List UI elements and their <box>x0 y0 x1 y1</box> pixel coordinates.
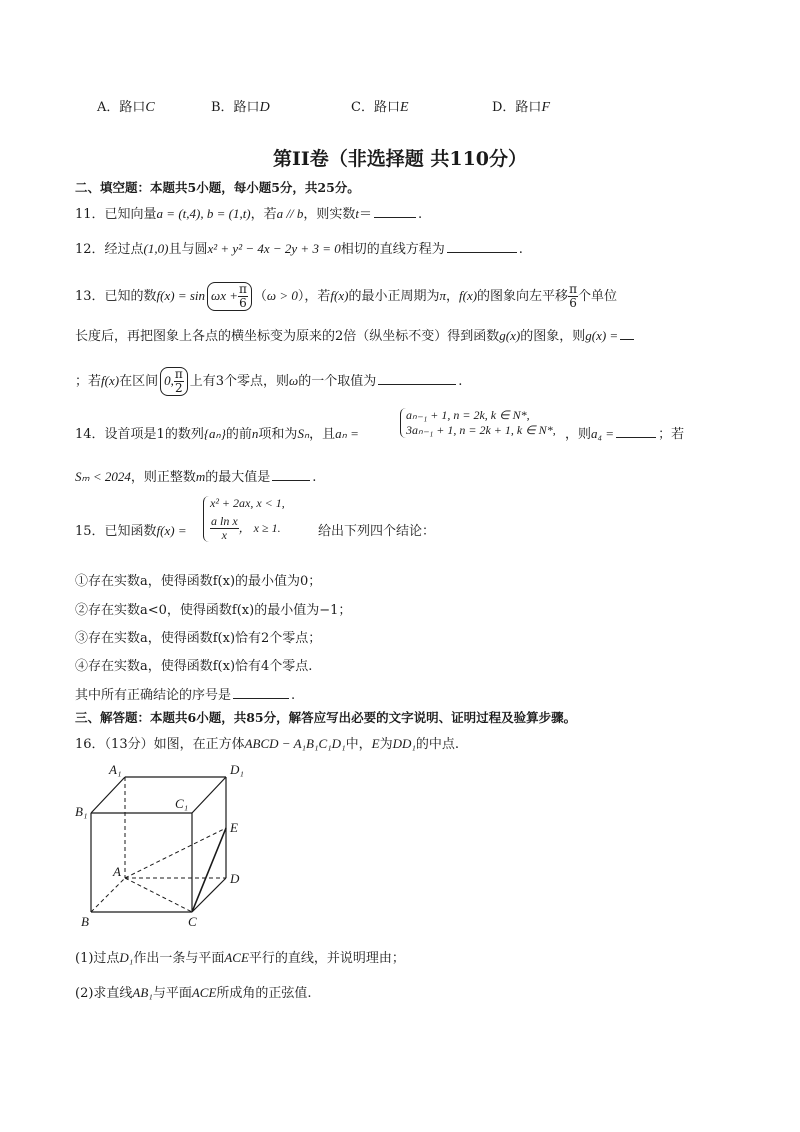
question-13-line-2: 长度后，再把图象上各点的横坐标变为原来的2倍（纵坐标不变）得到函数g(x)的图象，则g(x) = <box>75 325 636 344</box>
section-heading-solutions: 三、解答题：本题共6小题，共85分，解答应写出必要的文字说明、证明过程及验算步骤。 <box>75 710 577 725</box>
answer-blank <box>620 328 634 340</box>
cube-figure <box>75 760 275 934</box>
choice-d: D．路口F <box>492 100 550 115</box>
label-C1: C₁ <box>175 796 189 811</box>
interval: 0, $\frac{\pi}{2}$ <box>160 367 188 396</box>
edge-C1D1 <box>192 777 226 813</box>
answer-blank <box>374 206 416 218</box>
conclusion-3: ③存在实数a，使得函数f(x)恰有2个零点； <box>75 631 322 646</box>
label-A: A <box>113 864 121 879</box>
fraction-pi-2: $\frac{\pi}{2}$ <box>174 367 183 395</box>
question-15-prompt: 给出下列四个结论： <box>318 524 436 539</box>
label-D: D <box>230 871 240 886</box>
section-heading-fill-in: 二、填空题：本题共5小题，每小题5分，共25分。 <box>75 180 360 195</box>
question-14-tail: ，则a₄ = ；若 <box>565 426 685 442</box>
case-odd: 3aₙ₋₁ + 1, n = 2k + 1, k ∈ N*, <box>406 423 556 437</box>
fraction-pi-6: $\frac{\pi}{6}$ <box>569 282 577 310</box>
label-E: E <box>230 820 238 835</box>
case-even: aₙ₋₁ + 1, n = 2k, k ∈ N*, <box>406 408 530 422</box>
piecewise-sequence <box>400 408 556 438</box>
part-title: 第II卷（非选择题 共110分） <box>272 148 528 170</box>
label-D1: D₁ <box>230 762 244 777</box>
conclusion-2: ②存在实数a<0，使得函数f(x)的最小值为−1； <box>75 603 352 618</box>
question-14-line-2: Sₘ < 2024，则正整数m的最大值是 . <box>75 469 317 485</box>
answer-blank <box>272 469 310 481</box>
segment-AC-hidden <box>125 878 192 912</box>
question-15-ask: 其中所有正确结论的序号是 . <box>75 688 296 703</box>
case-ge-1: $\frac{\text{a ln x}}{x}$ ， x ≥ 1. <box>211 514 281 542</box>
question-15-line-1: 15．已知函数f(x) = <box>75 523 187 539</box>
question-16: 16．（13分）如图，在正方体ABCD − A₁B₁C₁D₁中，E为DD₁的中点. <box>75 736 460 752</box>
answer-blank <box>447 241 517 253</box>
fraction-pi-6: $\frac{\pi}{6}$ <box>239 282 247 310</box>
conclusion-4: ④存在实数a，使得函数f(x)恰有4个零点. <box>75 659 313 674</box>
piecewise-function <box>203 496 285 542</box>
question-16-part-2: (2)求直线AB₁与平面ACE所成角的正弦值. <box>75 985 312 1001</box>
label-B1: B₁ <box>75 804 88 819</box>
case-lt-1: x² + 2ax, x < 1, <box>210 496 285 510</box>
edge-A1B1 <box>91 777 125 813</box>
question-13-line-1: 13．已知的数f(x) = sin ωx + $\frac{\pi}{6}$ （ω > 0），若f(x)的最小正周期为π，f(x)的图象向左平移 $\frac{\pi}{6}$ 个单位 <box>75 282 617 310</box>
label-A1: A₁ <box>109 762 122 777</box>
paren-group: ωx + $\frac{\pi}{6}$ <box>207 282 252 311</box>
answer-blank <box>378 373 456 385</box>
conclusion-1: ①存在实数a，使得函数f(x)的最小值为0； <box>75 574 322 589</box>
answer-blank <box>616 426 656 438</box>
segment-CE <box>192 828 226 912</box>
answer-blank <box>233 687 289 699</box>
question-13-line-3: ；若f(x)在区间 0, $\frac{\pi}{2}$ 上有3个零点，则ω的一个取值为 . <box>75 367 463 395</box>
choice-b: B．路口D <box>211 100 270 115</box>
edge-AB-hidden <box>91 878 125 912</box>
edge-CD <box>192 878 226 912</box>
question-16-part-1: (1)过点D₁作出一条与平面ACE平行的直线，并说明理由； <box>75 950 405 966</box>
choice-a: A．路口C <box>97 100 155 115</box>
question-12: 12．经过点(1,0)且与圆x² + y² − 4x − 2y + 3 = 0相切的直线方程为 . <box>75 241 523 257</box>
question-11: 11．已知向量a = (t,4), b = (1,t)，若a // b，则实数t＝ . <box>75 206 423 222</box>
choice-c: C．路口E <box>351 100 409 115</box>
label-B: B <box>81 914 89 929</box>
question-14-line-1: 14．设首项是1的数列{aₙ}的前n项和为Sₙ，且aₙ = <box>75 426 359 442</box>
segment-AE-hidden <box>125 828 226 878</box>
label-C: C <box>188 914 197 929</box>
